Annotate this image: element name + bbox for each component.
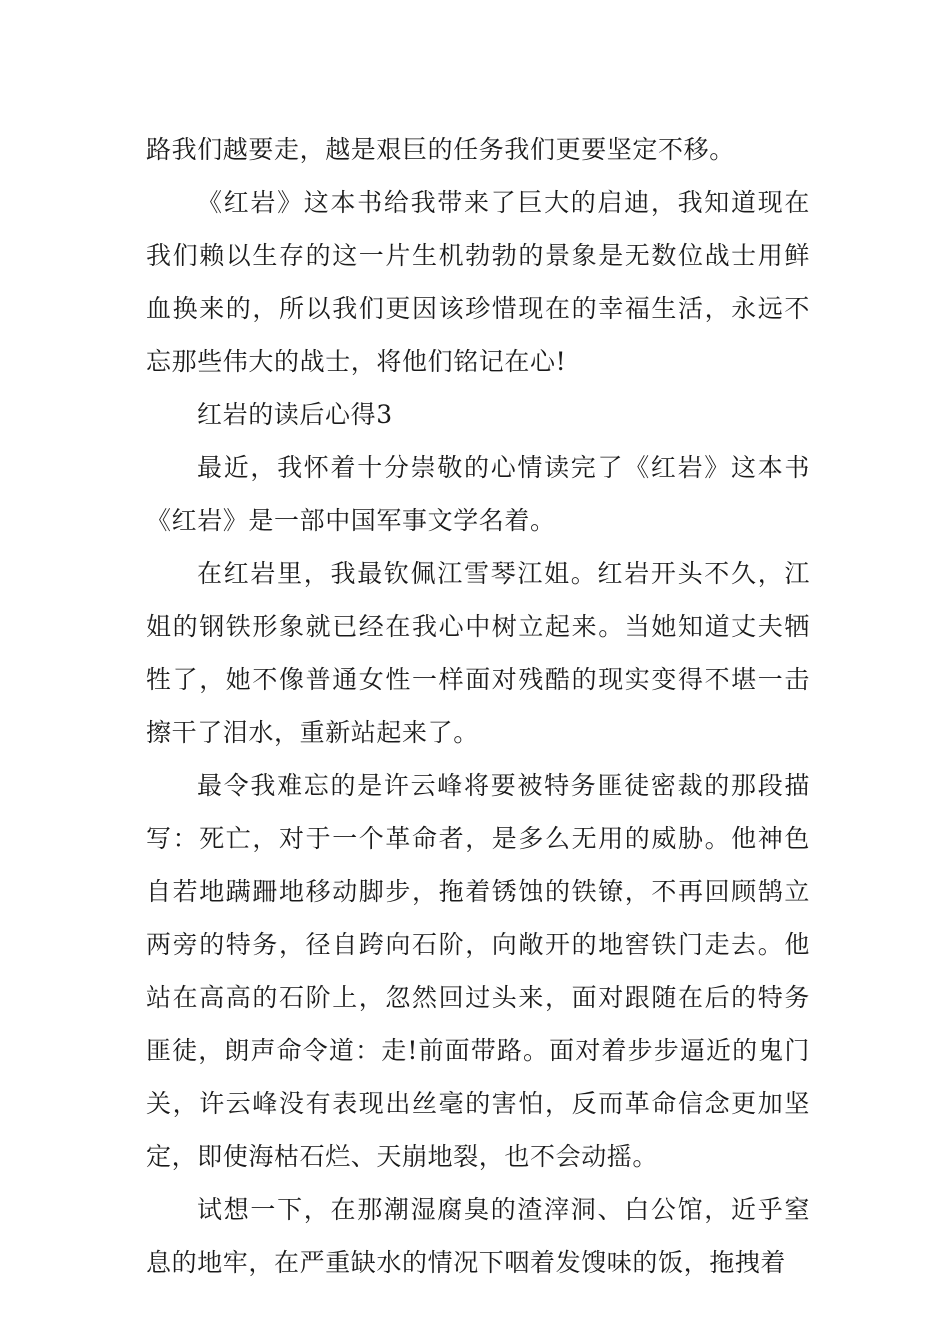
paragraph-xu-yunfeng: 最令我难忘的是许云峰将要被特务匪徒密裁的那段描写：死亡，对于一个革命者，是多么无用的威胁。他神色自若地蹒跚地移动脚步，拖着锈蚀的铁镣，不再回顾鹄立两旁的特务，径自跨向石阶，向敞开的地窖铁门走去。他站在高高的石阶上，忽然回过头来，面对跟随在后的特务匪徒，朗声命令道：走!前面带路。面对着步步逼近的鬼门关，许云峰没有表现出丝毫的害怕，反而革命信念更加坚定，即使海枯石烂、天崩地裂，也不会动摇。 <box>146 771 810 1171</box>
paragraph-reflection: 《红岩》这本书给我带来了巨大的启迪，我知道现在我们赖以生存的这一片生机勃勃的景象是无数位战士用鲜血换来的，所以我们更因该珍惜现在的幸福生活，永远不忘那些伟大的战士，将他们铭记在心! <box>146 188 810 376</box>
paragraph-intro: 最近，我怀着十分崇敬的心情读完了《红岩》这本书《红岩》是一部中国军事文学名着。 <box>146 453 810 535</box>
paragraph-imagine: 试想一下，在那潮湿腐臭的渣滓洞、白公馆，近乎窒息的地牢，在严重缺水的情况下咽着发馊味的饭，拖拽着 <box>146 1195 810 1277</box>
paragraph-jiang-jie: 在红岩里，我最钦佩江雪琴江姐。红岩开头不久，江姐的钢铁形象就已经在我心中树立起来。当她知道丈夫牺牲了，她不像普通女性一样面对残酷的现实变得不堪一击擦干了泪水，重新站起来了。 <box>146 559 810 747</box>
document-body <box>146 123 810 1289</box>
section-heading: 红岩的读后心得3 <box>197 400 393 429</box>
paragraph-continuation: 路我们越要走，越是艰巨的任务我们更要坚定不移。 <box>146 135 735 164</box>
